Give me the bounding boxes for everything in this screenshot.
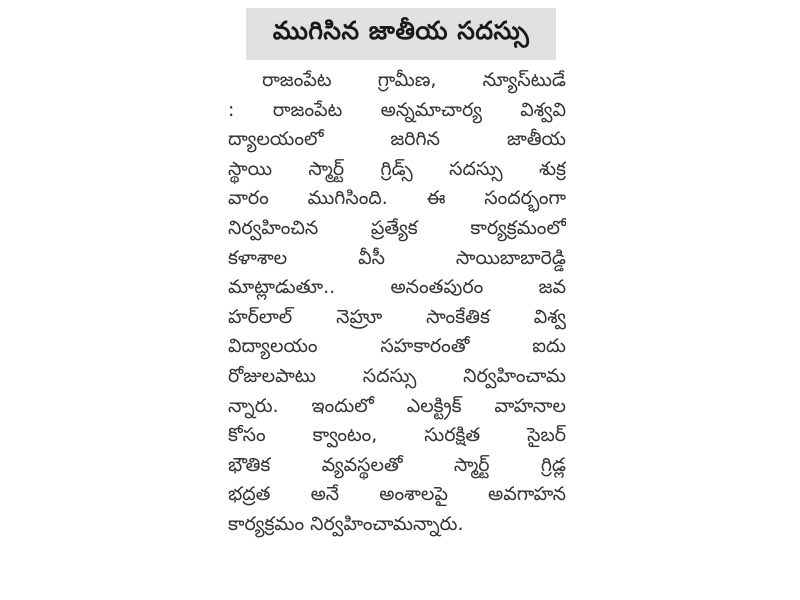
article-line: భద్రత అనే అంశాలపై అవగాహన	[228, 483, 566, 506]
article-line: వారం ముగిసింది. ఈ సందర్భంగా	[228, 187, 566, 210]
article-line: కోసం క్వాంటం, సురక్షిత సైబర్	[228, 424, 566, 447]
newspaper-clipping	[226, 0, 572, 600]
article-body	[228, 66, 566, 540]
article-line: భౌతిక వ్యవస్థలతో స్మార్ట్ గ్రిడ్ల	[228, 453, 566, 476]
article-line: హర్‌లాల్ నెహ్రూ సాంకేతిక విశ్వ	[228, 305, 566, 328]
article-line: స్థాయి స్మార్ట్ గ్రిడ్స్ సదస్సు శుక్ర	[228, 157, 566, 180]
article-line: రాజంపేట గ్రామీణ, న్యూస్‌టుడే	[262, 69, 566, 91]
article-line: మాట్లాడుతూ.. అనంతపురం జవ	[228, 276, 566, 299]
article-line: : రాజంపేట అన్నమాచార్య విశ్వవి	[228, 98, 566, 121]
article-line: ద్యాలయంలో జరిగిన జాతీయ	[228, 128, 566, 151]
article-line: నిర్వహించిన ప్రత్యేక కార్యక్రమంలో	[228, 216, 566, 239]
headline-banner	[246, 8, 556, 60]
article-line: కళాశాల వీసీ సాయిబాబారెడ్డి	[228, 246, 566, 269]
headline: ముగిసిన జాతీయ సదస్సు	[272, 16, 530, 45]
article-line: న్నారు. ఇందులో ఎలక్ట్రిక్ వాహనాల	[228, 394, 566, 417]
article-line: రోజులపాటు సదస్సు నిర్వహించామ	[228, 364, 566, 387]
article-line: విద్యాలయం సహకారంతో ఐదు	[228, 335, 566, 358]
article-line: కార్యక్రమం నిర్వహించామన్నారు.	[228, 512, 464, 535]
